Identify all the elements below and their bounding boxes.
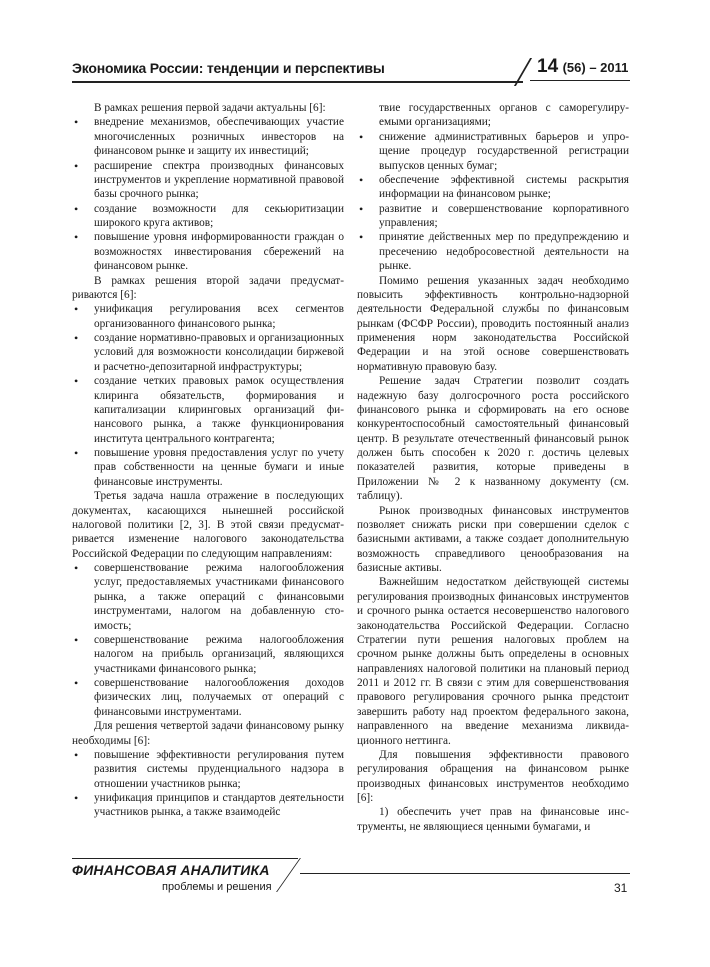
issue-rest: (56) – 2011 xyxy=(562,60,629,75)
footer-divider-slant xyxy=(276,858,301,892)
footer-rule xyxy=(300,873,630,874)
list-item: • развитие и совершенствование корпоративного управления; xyxy=(357,202,629,231)
list-item: • унификация принципов и стандартов деятельности участников рынка, а также взаимодейс xyxy=(72,791,344,820)
issue-label xyxy=(537,56,628,78)
bullet-list xyxy=(72,302,344,489)
list-item: • совершенствование режима налогообложения услуг, предоставляемых участниками финансового рынка, а также операций с финансовыми инструментами, налогом на добавленную стоимость; xyxy=(72,561,344,633)
journal-section-title: Экономика России: тенденции и перспективы xyxy=(72,60,385,76)
bullet-list xyxy=(357,130,629,274)
list-item: • расширение спектра производных финансовых инструментов и укрепление нормативной правовой базы срочного рынка; xyxy=(72,159,344,202)
list-item: • обеспечение эффективной системы раскрытия информации на финансовом рынке; xyxy=(357,173,629,202)
list-item: • совершенствование налогообложения доходов физических лиц, получаемых от операций с финансовыми инструментами. xyxy=(72,676,344,719)
paragraph: В рамках решения второй задачи предусматриваются [6]: xyxy=(72,274,344,301)
list-item: • внедрение механизмов, обеспечивающих участие многочисленных розничных инвесторов на финансовом рынке и защиту их инвестиций; xyxy=(72,115,344,158)
footer-rule-top xyxy=(72,858,298,859)
list-item: • повышение уровня информированности граждан о возможностях инвестирования сбережений на финансовом рынке. xyxy=(72,230,344,273)
header-rule xyxy=(72,81,523,83)
paragraph: Для повышения эффективности правового регулирования обращения на финансовом рынке производных финансовых инструментов необходимо [6]: xyxy=(357,748,629,804)
left-column xyxy=(72,101,344,820)
header-rule-right xyxy=(530,80,630,81)
right-column xyxy=(357,101,629,834)
list-item: • создание нормативно-правовых и организационных условий для возможности консолидации биржевой и расчетно-депозитарной инфраструктуры; xyxy=(72,331,344,374)
list-item: • унификация регулирования всех сегментов организованного финансового рынка; xyxy=(72,302,344,331)
paragraph: Важнейшим недостатком действующей системы регулирования производных финансовых инструментов и срочного рынка остается несовершенство налогового законодательства Российской Федерации. Согласно Стратегии пути решения налоговых проблем на срочном рынке должны быть определены в основных направлениях налоговой политики на плановый период 2011 и 2012 гг. В связи с этим для совершенствования правового регулирования срочного рынка предстоит завершить работу над проектом федерального закона, направленного на введение механизма ликвидационного неттинга. xyxy=(357,576,629,747)
journal-subtitle: проблемы и решения xyxy=(162,881,272,893)
list-item: • совершенствование режима налогообложения налогом на прибыль организаций, являющихся участниками финансового рынка; xyxy=(72,633,344,676)
paragraph: Рынок производных финансовых инструментов позволяет снижать риски при совершении сделок с базисными активами, а также создает дополнительную возможность справедливого ценообразования на базисные активы. xyxy=(357,504,629,574)
issue-number: 14 xyxy=(537,56,559,77)
list-item: • принятие действенных мер по предупреждению и пресечению недобросовестной деятельности на рынке. xyxy=(357,230,629,273)
bullet-list xyxy=(72,748,344,820)
paragraph: В рамках решения первой задачи актуальны [6]: xyxy=(94,102,326,114)
paragraph: Третья задача нашла отражение в последующих документах, касающихся нынешней российской налоговой политики [2, 3]. В этой связи предусматривается изменение налогового законодательства Российской Федерации по следующим направлениям: xyxy=(72,490,344,560)
paragraph: Решение задач Стратегии позволит создать надежную базу долгосрочного роста российского финансового рынка и сформировать на его основе конкурентоспособный самостоятельный финансовый центр. В результате отечественный финансовый рынок должен быть способен к 2020 г. достичь целевых показателей развития, которые приведены в Приложении № 2 к названному документу (см. таблицу). xyxy=(357,375,629,503)
list-item: • повышение эффективности регулирования путем развития системы пруденциального надзора в отношении участников рынка; xyxy=(72,748,344,791)
paragraph: Помимо решения указанных задач необходимо повысить эффективность контрольно-надзорной деятельности Федеральной службы по финансовым рынкам (ФСФР России), проводить постоянный анализ применения норм законодательства Российской Федерации и на этой основе совершенствовать нормативную правовую базу. xyxy=(357,274,629,373)
list-item: • создание четких правовых рамок осуществления клиринга обязательств, формирования и капитализации клиринговых организаций финансового рынка, а также функционирования института центрального контрагента; xyxy=(72,374,344,446)
continued-list-text: твие государственных органов с саморегулируемыми организациями; xyxy=(379,102,629,129)
journal-brand: ФИНАНСОВАЯ АНАЛИТИКА xyxy=(72,862,270,878)
list-item: • снижение административных барьеров и упрощение процедур государственной регистрации выпусков ценных бумаг; xyxy=(357,130,629,173)
bullet-list xyxy=(72,561,344,719)
paragraph: Для решения четвертой задачи финансовому рынку необходимы [6]: xyxy=(72,720,344,747)
bullet-list xyxy=(72,115,344,273)
paragraph: 1) обеспечить учет прав на финансовые инструменты, не являющиеся ценными бумагами, и xyxy=(357,806,629,833)
list-item: • создание возможности для секьюритизации широкого круга активов; xyxy=(72,202,344,231)
page-number: 31 xyxy=(614,881,628,895)
list-item: • повышение уровня предоставления услуг по учету прав собственности на ценные бумаги и иные финансовые инструменты. xyxy=(72,446,344,489)
